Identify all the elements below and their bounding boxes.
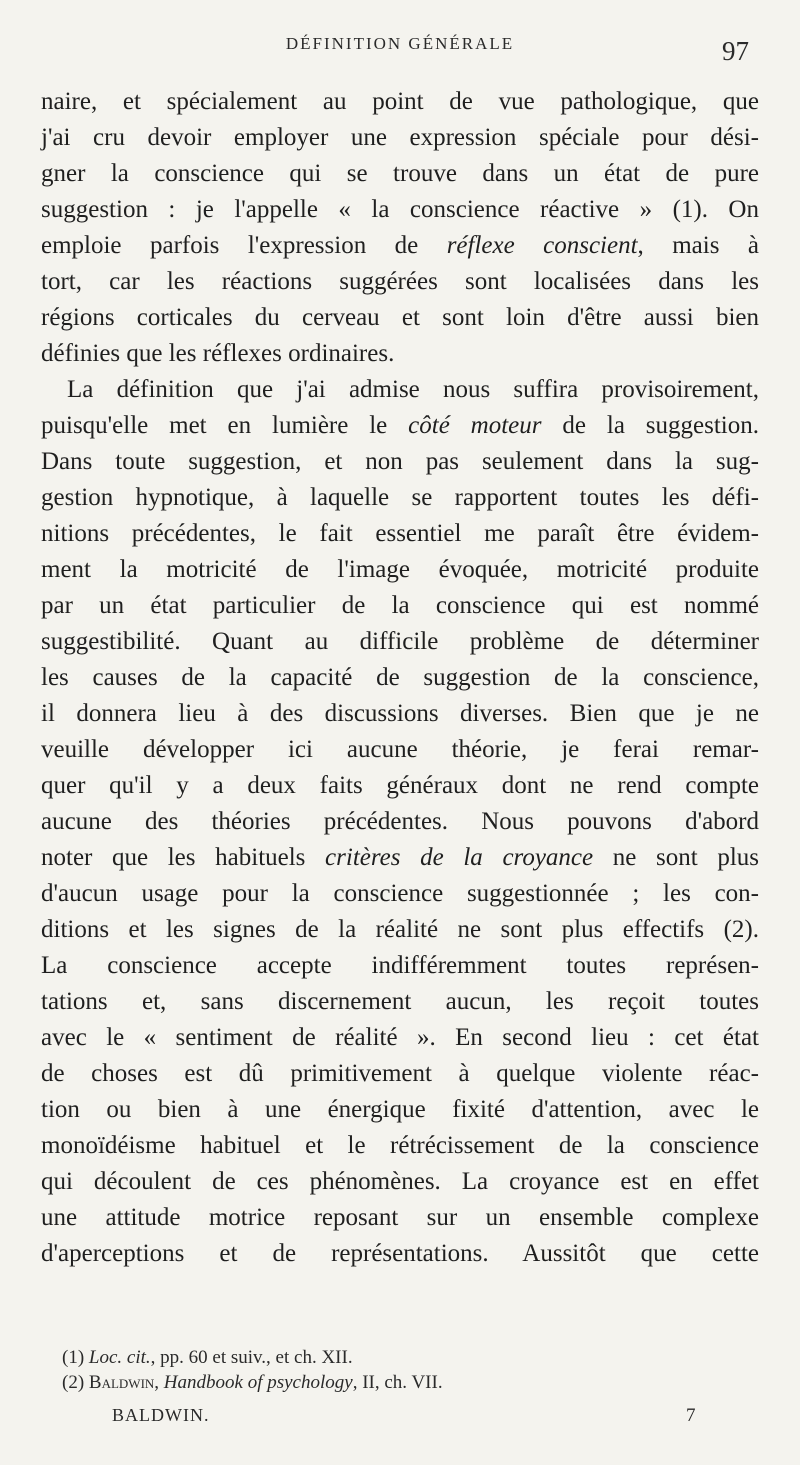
- footnote-2: (2) Baldwin, Handbook of psychology, II, ch. VII.: [62, 1372, 443, 1393]
- text-line: nitions précédentes, le fait essentiel me paraît être évidem-: [41, 520, 759, 547]
- text-line: monoïdéisme habituel et le rétrécissement de la conscience: [41, 1132, 759, 1159]
- text-line: suggestibilité. Quant au difficile problème de déterminer: [41, 628, 759, 655]
- text-line: veuille développer ici aucune théorie, je ferai remar-: [41, 736, 759, 763]
- footnotes: [62, 1345, 762, 1395]
- signature-label: BALDWIN.: [112, 1405, 210, 1425]
- text-line: emploie parfois l'expression de réflexe conscient, mais à: [41, 232, 759, 259]
- footnote-1-text: , pp. 60 et suiv., et ch. XII.: [150, 1347, 353, 1368]
- text-line: avec le « sentiment de réalité ». En second lieu : cet état: [41, 1024, 759, 1051]
- text-line: suggestion : je l'appelle « la conscience réactive » (1). On: [41, 196, 759, 223]
- text-line: tations et, sans discernement aucun, les reçoit toutes: [41, 988, 759, 1015]
- italic-phrase: côté moteur: [408, 412, 542, 439]
- text-line: La définition que j'ai admise nous suffira provisoirement,: [67, 376, 759, 403]
- footnote-1-loc: Loc. cit.: [88, 1347, 151, 1368]
- footnote-2-title: Handbook of psychology: [163, 1372, 353, 1393]
- text-line: définies que les réflexes ordinaires.: [41, 340, 395, 367]
- footnote-2-author: Baldwin: [88, 1372, 155, 1393]
- italic-phrase: réflexe conscient: [446, 232, 638, 259]
- page-number: 97: [722, 36, 749, 66]
- signature-number: 7: [686, 1405, 696, 1426]
- text-line: ment la motricité de l'image évoquée, motricité produite: [41, 556, 759, 583]
- text-line: puisqu'elle met en lumière le côté moteur de la suggestion.: [41, 412, 759, 439]
- text-line: les causes de la capacité de suggestion de la conscience,: [41, 664, 759, 691]
- text-line: naire, et spécialement au point de vue pathologique, que: [41, 88, 759, 115]
- text-line: d'aperceptions et de représentations. Aussitôt que cette: [41, 1240, 759, 1267]
- footnote-2-text: , II, ch. VII.: [352, 1372, 443, 1393]
- text-line: il donnera lieu à des discussions diverses. Bien que je ne: [41, 700, 759, 727]
- text-line: gner la conscience qui se trouve dans un état de pure: [41, 160, 759, 187]
- text-line: une attitude motrice reposant sur un ensemble complexe: [41, 1204, 759, 1231]
- running-head: DÉFINITION GÉNÉRALE: [285, 34, 515, 53]
- text-line: j'ai cru devoir employer une expression spéciale pour dési-: [41, 124, 759, 151]
- text-line: par un état particulier de la conscience qui est nommé: [41, 592, 759, 619]
- text-line: Dans toute suggestion, et non pas seulement dans la sug-: [41, 448, 759, 475]
- text-line: ditions et les signes de la réalité ne sont plus effectifs (2).: [41, 916, 759, 943]
- text-line: de choses est dû primitivement à quelque violente réac-: [41, 1060, 759, 1087]
- text-line: noter que les habituels critères de la croyance ne sont plus: [41, 844, 759, 871]
- text-line: d'aucun usage pour la conscience suggestionnée ; les con-: [41, 880, 759, 907]
- text-line: quer qu'il y a deux faits généraux dont ne rend compte: [41, 772, 759, 799]
- text-line: tion ou bien à une énergique fixité d'attention, avec le: [41, 1096, 759, 1123]
- text-line: qui découlent de ces phénomènes. La croyance est en effet: [41, 1168, 759, 1195]
- text-line: tort, car les réactions suggérées sont localisées dans les: [41, 268, 759, 295]
- text-line: La conscience accepte indifféremment toutes représen-: [41, 952, 759, 979]
- text-line: gestion hypnotique, à laquelle se rapportent toutes les défi-: [41, 484, 759, 511]
- text-line: aucune des théories précédentes. Nous pouvons d'abord: [41, 808, 759, 835]
- italic-phrase: critères de la croyance: [325, 844, 594, 871]
- text-line: régions corticales du cerveau et sont loin d'être aussi bien: [41, 304, 759, 331]
- footnote-1: [62, 1345, 762, 1370]
- footnote-1-number: (1): [62, 1347, 85, 1368]
- body-text: [41, 84, 759, 1272]
- footnote-2-number: (2): [62, 1372, 85, 1393]
